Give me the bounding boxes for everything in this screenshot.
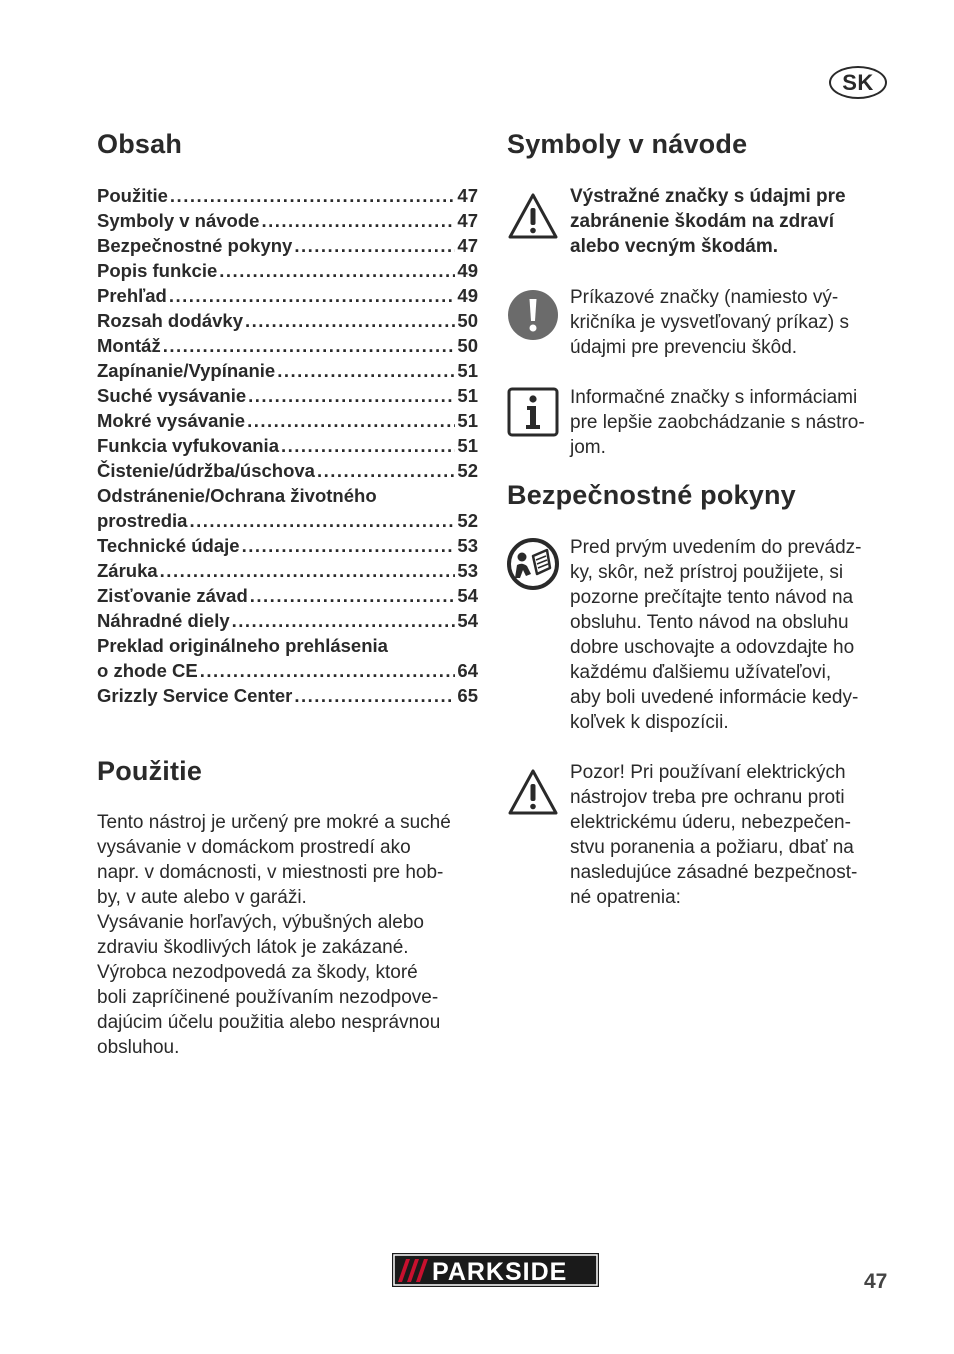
text-line: nasledujúce zásadné bezpečnost- <box>570 862 858 883</box>
warning-triangle-icon <box>507 190 559 242</box>
text-line: vysávanie v domáckom prostredí ako <box>97 837 411 858</box>
toc-entry[interactable] <box>97 333 478 358</box>
toc-entry-page: 51 <box>457 385 478 406</box>
toc-entry-label: Popis funkcie <box>97 260 218 281</box>
toc-entry[interactable] <box>97 683 478 708</box>
toc-entry[interactable] <box>97 258 478 283</box>
text-line: pozorne prečítajte tento návod na <box>570 587 854 608</box>
toc-entry-label: Náhradné diely <box>97 610 230 631</box>
table-of-contents <box>97 183 478 708</box>
text-line: kričníka je vysvetľovaný príkaz) s <box>570 312 850 333</box>
symbols-title: Symboly v návode <box>507 129 748 159</box>
toc-entry-label: Suché vysávanie <box>97 385 247 406</box>
text-line: elektrickému úderu, nebezpečen- <box>570 812 851 833</box>
toc-entry-label: o zhode CE <box>97 660 198 681</box>
toc-entry-page: 50 <box>457 335 478 356</box>
text-line: by, v aute alebo v garáži. <box>97 887 307 908</box>
toc-entry-label: Rozsah dodávky <box>97 310 243 331</box>
text-line: pre lepšie zaobchádzanie s nástro- <box>570 412 865 433</box>
toc-entry-page: 54 <box>457 610 478 631</box>
text-line: alebo vecným škodám. <box>570 236 779 257</box>
toc-entry[interactable] <box>97 658 478 683</box>
toc-entry[interactable] <box>97 208 478 233</box>
parkside-logo <box>392 1253 599 1287</box>
toc-entry[interactable] <box>97 308 478 333</box>
toc-entry[interactable] <box>97 358 478 383</box>
text-line: Tento nástroj je určený pre mokré a suché <box>97 812 451 833</box>
toc-entry-page: 53 <box>457 535 478 556</box>
toc-entry[interactable] <box>97 283 478 308</box>
text-line: Výrobca nezodpovedá za škody, ktoré <box>97 962 418 983</box>
usage-title: Použitie <box>97 756 203 786</box>
text-line: nástrojov treba pre ochranu proti <box>570 787 845 808</box>
toc-entry-label: Čistenie/údržba/úschova <box>97 460 315 481</box>
toc-entry-page: 51 <box>457 360 478 381</box>
read-manual-icon <box>507 538 559 590</box>
toc-entry-label: Grizzly Service Center <box>97 685 293 706</box>
language-badge: SK <box>829 66 887 99</box>
text-line: Pred prvým uvedením do prevádz- <box>570 537 862 558</box>
safety-read-manual-text <box>570 535 895 735</box>
toc-entry[interactable] <box>97 458 478 483</box>
toc-entry-page: 65 <box>457 685 478 706</box>
warning-triangle-icon <box>507 766 559 818</box>
toc-entry-page: 51 <box>457 435 478 456</box>
text-line: jom. <box>570 437 606 458</box>
symbol-info-text <box>570 385 895 460</box>
toc-entry-label: prostredia <box>97 510 188 531</box>
toc-entry-label: Funkcia vyfukovania <box>97 435 279 456</box>
toc-entry-page: 54 <box>457 585 478 606</box>
toc-entry-label: Záruka <box>97 560 158 581</box>
toc-entry-page: 47 <box>457 235 478 256</box>
toc-entry-page: 52 <box>457 460 478 481</box>
toc-entry-label: Prehľad <box>97 285 167 306</box>
text-line: aby boli uvedené informácie kedy- <box>570 687 859 708</box>
toc-entry[interactable] <box>97 583 478 608</box>
text-line: ky, skôr, než prístroj použijete, si <box>570 562 844 583</box>
exclamation-circle-icon <box>507 289 559 341</box>
toc-entry-label: Zapínanie/Vypínanie <box>97 360 276 381</box>
text-line: Pozor! Pri používaní elektrických <box>570 762 846 783</box>
toc-entry-page: 51 <box>457 410 478 431</box>
symbol-warning-text <box>570 184 895 259</box>
safety-title: Bezpečnostné pokyny <box>507 480 796 510</box>
toc-entry-page: 49 <box>457 260 478 281</box>
toc-entry[interactable] <box>97 408 478 433</box>
toc-entry-label: Mokré vysávanie <box>97 410 246 431</box>
toc-entry-page: 47 <box>457 185 478 206</box>
text-line: obsluhu. Tento návod na obsluhu <box>570 612 849 633</box>
toc-entry-line: Odstránenie/Ochrana životného <box>97 485 377 506</box>
text-line: Výstražné značky s údajmi pre <box>570 186 846 207</box>
toc-entry-label: Použitie <box>97 185 168 206</box>
text-line: Príkazové značky (namiesto vý- <box>570 287 839 308</box>
toc-entry[interactable] <box>97 433 478 458</box>
symbol-mandatory-text <box>570 285 895 360</box>
toc-entry[interactable] <box>97 183 478 208</box>
page-number: 47 <box>864 1270 888 1293</box>
text-line: dobre uschovajte a odovzdajte ho <box>570 637 855 658</box>
toc-title: Obsah <box>97 129 183 159</box>
toc-entry-page: 53 <box>457 560 478 581</box>
toc-entry-page: 47 <box>457 210 478 231</box>
text-line: stvu poranenia a požiaru, dbať na <box>570 837 854 858</box>
toc-entry[interactable] <box>97 558 478 583</box>
text-line: koľvek k dispozícii. <box>570 712 729 733</box>
toc-entry-page: 50 <box>457 310 478 331</box>
toc-entry[interactable] <box>97 533 478 558</box>
text-line: zdraviu škodlivých látok je zakázané. <box>97 937 409 958</box>
info-icon <box>507 386 559 438</box>
toc-entry-label: Zisťovanie závad <box>97 585 248 606</box>
text-line: boli zapríčinené používaním nezodpove- <box>97 987 439 1008</box>
toc-entry-line: Preklad originálneho prehlásenia <box>97 635 388 656</box>
usage-text <box>97 810 482 1060</box>
toc-entry-page: 52 <box>457 510 478 531</box>
toc-entry-label: Montáž <box>97 335 161 356</box>
toc-entry[interactable] <box>97 233 478 258</box>
text-line: Vysávanie horľavých, výbušných alebo <box>97 912 424 933</box>
text-line: zabránenie škodám na zdraví <box>570 211 834 232</box>
toc-entry-page: 49 <box>457 285 478 306</box>
text-line: né opatrenia: <box>570 887 681 908</box>
toc-entry-label: Technické údaje <box>97 535 240 556</box>
toc-entry-page: 64 <box>457 660 478 681</box>
text-line: napr. v domácnosti, v miestnosti pre hob- <box>97 862 444 883</box>
toc-entry[interactable] <box>97 608 478 633</box>
text-line: dajúcim účelu použitia alebo nesprávnou <box>97 1012 441 1033</box>
text-line: každému ďalšiemu užívateľovi, <box>570 662 832 683</box>
text-line: údajmi pre prevenciu škôd. <box>570 337 798 358</box>
toc-entry[interactable] <box>97 383 478 408</box>
brand-name: PARKSIDE <box>432 1258 568 1286</box>
text-line: Informačné značky s informáciami <box>570 387 858 408</box>
text-line: obsluhou. <box>97 1037 180 1058</box>
safety-electrical-warning-text <box>570 760 895 910</box>
toc-entry-label: Bezpečnostné pokyny <box>97 235 293 256</box>
toc-entry[interactable] <box>97 508 478 533</box>
toc-entry-label: Symboly v návode <box>97 210 260 231</box>
